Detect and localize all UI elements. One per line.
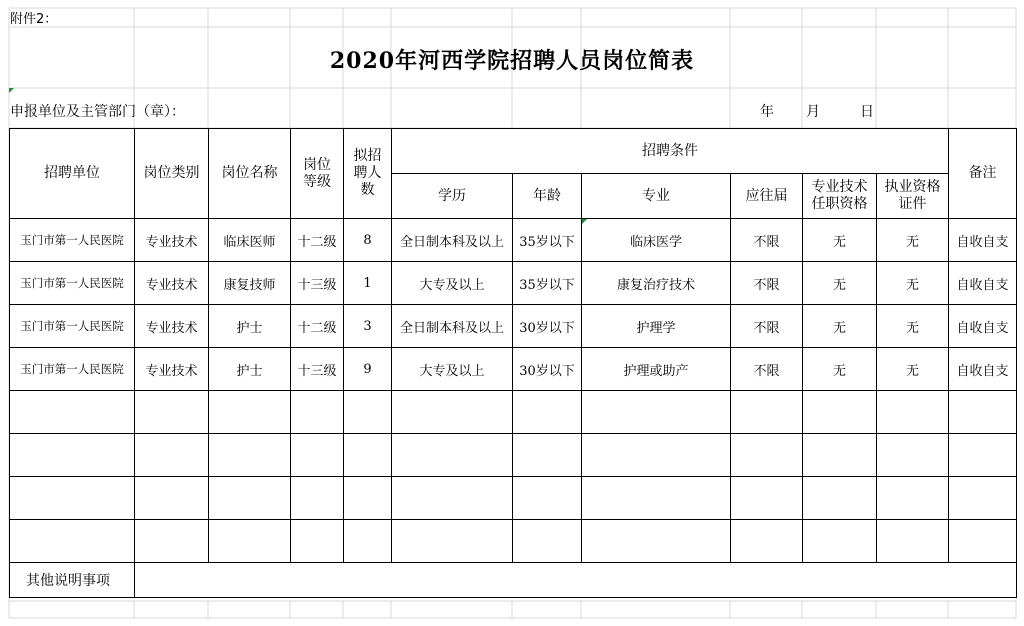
header-conditions: 招聘条件	[392, 129, 949, 174]
table-row	[10, 219, 1017, 262]
empty-cell	[344, 520, 392, 563]
empty-cell	[10, 520, 135, 563]
other-notes-content	[135, 563, 1017, 598]
empty-cell	[291, 520, 344, 563]
header-position: 岗位名称	[209, 129, 291, 219]
header-grade	[291, 129, 344, 219]
empty-cell	[344, 391, 392, 434]
empty-cell	[731, 391, 803, 434]
cell-unit: 玉门市第一人民医院	[10, 305, 135, 348]
cell-license: 无	[877, 219, 949, 262]
cell-grade: 十三级	[291, 348, 344, 391]
cell-age: 30岁以下	[513, 305, 582, 348]
cell-category: 专业技术	[135, 305, 209, 348]
cell-position: 护士	[209, 348, 291, 391]
empty-cell	[513, 477, 582, 520]
header-category: 岗位类别	[135, 129, 209, 219]
header-grade-line2: 等级	[303, 173, 331, 190]
empty-cell	[877, 434, 949, 477]
cell-age: 30岁以下	[513, 348, 582, 391]
header-age: 年龄	[513, 174, 582, 219]
cell-graduate: 不限	[731, 219, 803, 262]
cell-grade: 十二级	[291, 219, 344, 262]
header-unit: 招聘单位	[10, 129, 135, 219]
date-month-label: 月	[806, 104, 820, 120]
empty-cell	[803, 391, 877, 434]
header-remarks: 备注	[949, 129, 1017, 219]
empty-cell	[877, 391, 949, 434]
empty-cell	[803, 434, 877, 477]
cell-position: 临床医师	[209, 219, 291, 262]
cell-tech: 无	[803, 219, 877, 262]
empty-cell	[513, 434, 582, 477]
cell-major: 护理或助产	[582, 348, 731, 391]
empty-cell	[344, 434, 392, 477]
empty-cell	[949, 434, 1017, 477]
cell-count: 8	[344, 219, 392, 262]
cell-license: 无	[877, 348, 949, 391]
empty-cell	[513, 391, 582, 434]
cell-unit: 玉门市第一人民医院	[10, 219, 135, 262]
cell-major: 康复治疗技术	[582, 262, 731, 305]
header-grade-line1: 岗位	[303, 156, 331, 173]
page-title: 2020年河西学院招聘人员岗位简表	[329, 48, 695, 74]
empty-cell	[731, 477, 803, 520]
header-major: 专业	[582, 174, 731, 219]
cell-unit: 玉门市第一人民医院	[10, 262, 135, 305]
header-education: 学历	[392, 174, 513, 219]
cell-remarks: 自收自支	[949, 219, 1017, 262]
empty-cell	[513, 520, 582, 563]
other-notes-label: 其他说明事项	[10, 563, 135, 598]
cell-remarks: 自收自支	[949, 348, 1017, 391]
empty-cell	[582, 520, 731, 563]
header-tech-line2: 任职资格	[811, 196, 868, 212]
cell-grade: 十二级	[291, 305, 344, 348]
empty-row	[10, 434, 1017, 477]
empty-cell	[209, 520, 291, 563]
header-license-line2: 证件	[898, 196, 927, 212]
cell-remarks: 自收自支	[949, 305, 1017, 348]
empty-cell	[949, 520, 1017, 563]
empty-cell	[344, 477, 392, 520]
cell-graduate: 不限	[731, 262, 803, 305]
empty-cell	[731, 520, 803, 563]
cell-tech: 无	[803, 348, 877, 391]
empty-row	[10, 391, 1017, 434]
empty-cell	[10, 391, 135, 434]
empty-cell	[392, 520, 513, 563]
empty-cell	[803, 520, 877, 563]
empty-cell	[582, 477, 731, 520]
cell-position: 护士	[209, 305, 291, 348]
cell-education: 大专及以上	[392, 348, 513, 391]
cell-remarks: 自收自支	[949, 262, 1017, 305]
empty-cell	[291, 391, 344, 434]
header-graduate: 应往届	[731, 174, 803, 219]
table-row	[10, 348, 1017, 391]
table-row	[10, 262, 1017, 305]
cell-education: 全日制本科及以上	[392, 305, 513, 348]
header-tech-qualification	[803, 174, 877, 219]
cell-count: 1	[344, 262, 392, 305]
empty-cell	[803, 477, 877, 520]
empty-cell	[135, 434, 209, 477]
cell-tech: 无	[803, 305, 877, 348]
cell-age: 35岁以下	[513, 262, 582, 305]
comment-marker	[9, 88, 14, 93]
cell-position: 康复技师	[209, 262, 291, 305]
empty-cell	[291, 477, 344, 520]
cell-age: 35岁以下	[513, 219, 582, 262]
empty-cell	[949, 391, 1017, 434]
recruitment-table	[9, 128, 1017, 598]
cell-grade: 十三级	[291, 262, 344, 305]
cell-category: 专业技术	[135, 262, 209, 305]
empty-cell	[949, 477, 1017, 520]
empty-cell	[877, 520, 949, 563]
empty-row	[10, 477, 1017, 520]
cell-category: 专业技术	[135, 348, 209, 391]
header-license-line1: 执业资格	[884, 179, 941, 195]
empty-cell	[209, 391, 291, 434]
header-count-line3: 数	[360, 182, 375, 198]
cell-major	[582, 219, 731, 262]
empty-cell	[582, 434, 731, 477]
empty-cell	[209, 434, 291, 477]
attachment-label: 附件2：	[10, 12, 58, 27]
header-count	[344, 129, 392, 219]
table-row	[10, 305, 1017, 348]
cell-education: 全日制本科及以上	[392, 219, 513, 262]
header-row-1	[10, 129, 1017, 174]
header-count-line2: 聘人	[353, 165, 382, 181]
cell-major: 护理学	[582, 305, 731, 348]
empty-cell	[731, 434, 803, 477]
empty-cell	[135, 477, 209, 520]
empty-cell	[392, 391, 513, 434]
cell-category: 专业技术	[135, 219, 209, 262]
cell-count: 9	[344, 348, 392, 391]
empty-cell	[135, 391, 209, 434]
header-tech-line1: 专业技术	[811, 179, 868, 195]
cell-graduate: 不限	[731, 305, 803, 348]
date-year-label: 年	[760, 104, 774, 120]
cell-major-text: 临床医学	[629, 234, 682, 250]
header-count-line1: 拟招	[353, 148, 382, 164]
cell-unit: 玉门市第一人民医院	[10, 348, 135, 391]
empty-cell	[209, 477, 291, 520]
empty-cell	[10, 477, 135, 520]
empty-cell	[392, 434, 513, 477]
other-notes-row	[10, 563, 1017, 598]
header-license	[877, 174, 949, 219]
cell-count: 3	[344, 305, 392, 348]
empty-cell	[10, 434, 135, 477]
empty-cell	[135, 520, 209, 563]
cell-education: 大专及以上	[392, 262, 513, 305]
empty-cell	[582, 391, 731, 434]
cell-tech: 无	[803, 262, 877, 305]
date-day-label: 日	[860, 104, 874, 120]
empty-cell	[291, 434, 344, 477]
empty-cell	[877, 477, 949, 520]
dept-label: 申报单位及主管部门（章）：	[10, 104, 185, 120]
empty-cell	[392, 477, 513, 520]
comment-marker	[582, 219, 587, 224]
empty-row	[10, 520, 1017, 563]
cell-graduate: 不限	[731, 348, 803, 391]
cell-license: 无	[877, 262, 949, 305]
cell-license: 无	[877, 305, 949, 348]
